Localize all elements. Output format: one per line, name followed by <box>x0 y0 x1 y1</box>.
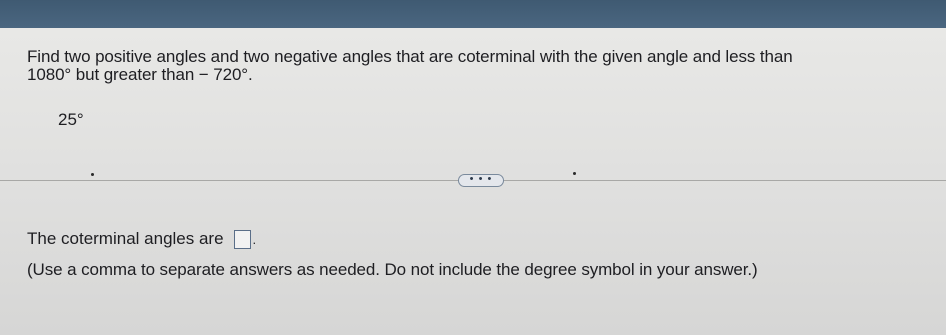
expand-more-button[interactable]: • • • <box>458 174 504 187</box>
question-text-line-1: Find two positive angles and two negative angles that are coterminal with the given angle and less than <box>27 47 793 66</box>
answer-row <box>27 229 256 249</box>
answer-suffix: . <box>252 231 257 247</box>
stray-dot <box>573 172 576 175</box>
question-text-line-2: 1080° but greater than − 720°. <box>27 65 253 84</box>
answer-instructions: (Use a comma to separate answers as needed. Do not include the degree symbol in your answer.) <box>27 260 758 279</box>
top-bar <box>0 0 946 28</box>
stray-dot <box>91 173 94 176</box>
given-angle: 25° <box>58 110 84 129</box>
answer-prompt: The coterminal angles are <box>27 229 224 248</box>
answer-input-box[interactable] <box>234 230 251 249</box>
